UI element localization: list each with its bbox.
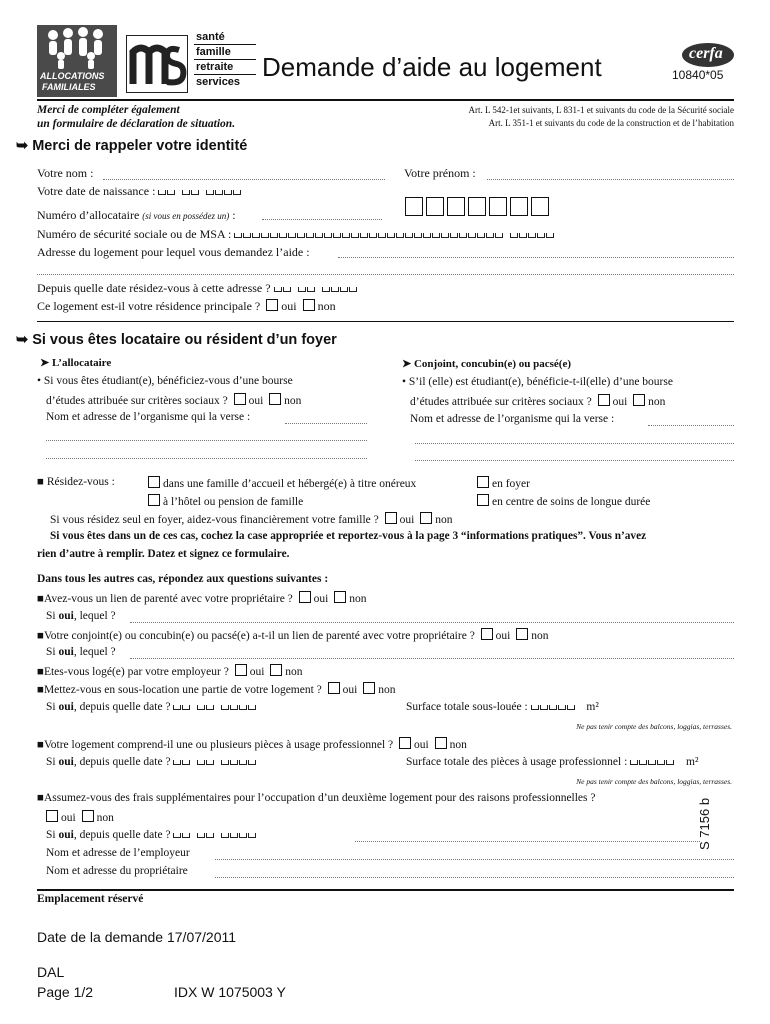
conj-org-input-3[interactable] [415,460,734,461]
q-sousloc-label: Mettez-vous en sous-location une partie de votre logement ? [43,684,322,696]
deuxieme-date-input[interactable] [355,841,700,842]
m2-unit: m² [686,756,699,768]
adresse-input-2[interactable] [37,274,734,275]
foyer-aide-non-label: non [435,514,453,526]
oui-bold: oui [58,646,74,658]
conj-q1: • S’il (elle) est étudiant(e), bénéficie-t-il(elle) d’une bourse [402,376,673,388]
sousloc-year-field[interactable] [221,701,257,713]
msa-line-1: santé [196,31,225,43]
alloc-q2-row [46,393,301,407]
locataire-heading-text: Si vous êtes locataire ou résident d’un foyer [32,332,337,348]
header-rule [37,99,734,101]
conj-org-input-1[interactable] [648,425,734,426]
alloc-org-input-3[interactable] [46,458,367,459]
nom-proprio-label: Nom et adresse du propriétaire [46,865,188,877]
si-text: Si [46,646,59,658]
q-employeur-label: Etes-vous logé(e) par votre employeur ? [43,666,229,678]
foyer-aide-oui-label: oui [399,514,415,526]
residence-oui-label: oui [281,299,297,313]
opt4-row [474,494,650,508]
arrow-right-icon: ➥ [16,138,29,154]
side-code: S 7156 b [697,797,712,850]
arrow-right-icon: ➥ [16,332,29,348]
adresse-label: Adresse du logement pour lequel vous demandez l’aide : [37,245,310,259]
note-surface-1: Ne pas tenir compte des balcons, loggias, terrasses. [576,722,732,731]
parente-oui-checkbox[interactable] [299,591,311,603]
depuis-day-field[interactable] [274,281,292,296]
msa-line-3: retraite [196,61,234,73]
num-alloc-input[interactable] [262,219,382,220]
q-sousloc-row [37,682,395,696]
sousloc-oui-label: oui [342,684,358,696]
q-conj-parente-row [37,628,549,642]
note-bold-2: rien d’autre à remplir. Datez et signez ce formulaire. [37,548,290,560]
lequel-2-row [46,646,116,658]
conj-bourse-oui-checkbox[interactable] [598,394,610,406]
prenom-label: Votre prénom : [404,166,476,180]
square-bullet-icon: ■ [37,476,44,488]
conj-org-label: Nom et adresse de l’organisme qui la verse : [410,413,615,425]
deuxieme-date-row [46,829,257,841]
alloc-title-text: L’allocataire [51,357,112,369]
q-deuxieme-row [37,792,596,804]
sousloc-non-label: non [378,684,396,696]
num-alloc-row [37,208,236,223]
parente-oui-label: oui [313,593,329,605]
deuxieme-day-field[interactable] [173,829,191,841]
depuis-date-text: , depuis quelle date ? [73,701,171,713]
pro-non-checkbox[interactable] [435,737,447,749]
birth-year-field[interactable] [206,184,242,199]
depuis-year-field[interactable] [322,281,358,296]
q-pro-label: Votre logement comprend-il une ou plusieurs pièces à usage professionnel ? [43,739,394,751]
conj-title [402,357,571,370]
square-bullet-icon: ■ [37,630,44,642]
num-alloc-boxes[interactable] [405,197,552,219]
pro-date-row [46,756,257,768]
prenom-input[interactable] [487,179,734,180]
dal-label: DAL [37,964,65,980]
intro-line-2: un formulaire de déclaration de situation. [37,118,236,130]
alloc-org-label: Nom et adresse de l’organisme qui la verse : [46,411,251,423]
num-alloc-colon: : [232,208,236,222]
identity-heading-text: Merci de rappeler votre identité [32,138,248,154]
alloc-bourse-oui-checkbox[interactable] [234,393,246,405]
num-alloc-label: Numéro d’allocataire [37,208,140,222]
footer-rule [37,889,734,891]
birth-day-field[interactable] [158,184,176,199]
q-deuxieme-label: Assumez-vous des frais supplémentaires pour l’occupation d’un deuxième logement pour des raisons professionnelles ? [43,792,596,804]
surface-pro-row [406,756,698,768]
conj-bourse-oui-label: oui [612,396,628,408]
surface-sous-label: Surface totale sous-louée : [406,701,528,713]
conj-parente-oui-checkbox[interactable] [481,628,493,640]
sousloc-day-field[interactable] [173,701,191,713]
cerfa-text: cerfa [689,45,723,62]
cerfa-logo [682,43,734,67]
deuxieme-year-field[interactable] [221,829,257,841]
lequel-text: , lequel ? [73,646,116,658]
lequel-1-input[interactable] [130,622,734,623]
nom-input[interactable] [103,179,385,180]
parente-non-label: non [349,593,367,605]
deuxieme-oui-non-row [43,810,114,824]
square-bullet-icon: ■ [37,792,44,804]
family-figures-icon [37,25,117,71]
q-parente-row [37,591,367,605]
sousloc-non-checkbox[interactable] [363,682,375,694]
date-demande: Date de la demande 17/07/2011 [37,929,237,945]
msa-divider-3 [194,74,256,75]
pro-month-field[interactable] [197,756,215,768]
naissance-text: Votre date de naissance : [37,184,156,198]
sousloc-date-row [46,701,257,713]
lequel-2-input[interactable] [130,658,734,659]
sousloc-oui-checkbox[interactable] [328,682,340,694]
foyer-q-row [50,512,452,526]
secu-key-field[interactable] [510,227,555,242]
foyer-checkbox[interactable] [477,476,489,488]
si-text: Si [46,829,59,841]
msa-line-2: famille [196,46,231,58]
intro-line-1: Merci de compléter également [37,104,180,116]
foyer-q: Si vous résidez seul en foyer, aidez-vous financièrement votre famille ? [50,514,379,526]
alloc-org-input-2[interactable] [46,440,367,441]
pro-oui-label: oui [414,739,429,751]
conj-bourse-non-checkbox[interactable] [633,394,645,406]
hotel-label: à l’hôtel ou pension de famille [163,496,304,508]
residence-non-label: non [317,299,336,313]
nom-proprio-input[interactable] [215,877,734,878]
oui-bold: oui [58,610,74,622]
identity-heading [16,138,247,154]
surface-sous-row [406,701,599,713]
depuis-date-text: , depuis quelle date ? [73,756,171,768]
naissance-label [37,184,242,199]
arrow-right-icon: ➤ [402,358,412,370]
residez-label: Résidez-vous : [46,476,115,488]
oui-bold: oui [58,829,74,841]
centre-soins-checkbox[interactable] [477,494,489,506]
foyer-aide-oui-checkbox[interactable] [385,512,397,524]
square-bullet-icon: ■ [37,739,44,751]
alloc-q1: • Si vous êtes étudiant(e), bénéficiez-vous d’une bourse [37,375,293,387]
q-pro-row [37,737,467,751]
alloc-q2: d’études attribuée sur critères sociaux ? [46,395,228,407]
residence-non-checkbox[interactable] [303,299,315,311]
pro-non-label: non [449,739,467,751]
opt3-row [474,476,530,490]
alloc-title [40,356,111,369]
employeur-non-label: non [285,666,303,678]
arrow-right-icon: ➤ [40,357,50,369]
num-secu-row [37,227,555,242]
famille-accueil-label: dans une famille d’accueil et hébergé(e) à titre onéreux [163,478,417,490]
caf-logo [37,25,117,97]
foyer-aide-non-checkbox[interactable] [420,512,432,524]
nom-label: Votre nom : [37,166,94,180]
caf-logo-text-1: ALLOCATIONS [40,71,105,81]
alloc-bourse-non-checkbox[interactable] [269,393,281,405]
deuxieme-non-label: non [96,812,114,824]
caf-logo-text-2: FAMILIALES [42,82,96,92]
pro-day-field[interactable] [173,756,191,768]
nom-employeur-input[interactable] [215,859,734,860]
msa-divider-1 [194,44,256,45]
q-parente-label: Avez-vous un lien de parenté avec votre propriétaire ? [43,593,293,605]
conj-q2-row [410,394,665,408]
foyer-label: en foyer [492,478,530,490]
conj-parente-oui-label: oui [495,630,511,642]
conj-org-input-2[interactable] [415,443,734,444]
note-surface-2: Ne pas tenir compte des balcons, loggias, terrasses. [576,777,732,786]
depuis-month-field[interactable] [298,281,316,296]
deuxieme-oui-label: oui [61,812,76,824]
square-bullet-icon: ■ [37,684,44,696]
oui-bold: oui [58,701,74,713]
depuis-date-text: , depuis quelle date ? [73,829,171,841]
msa-line-4: services [196,76,241,88]
surface-pro-field[interactable] [630,756,675,768]
idx-code: IDX W 1075003 Y [174,984,286,1000]
conj-bourse-non-label: non [648,396,666,408]
conj-title-text: Conjoint, concubin(e) ou pacsé(e) [413,358,572,370]
employeur-oui-label: oui [249,666,265,678]
square-bullet-icon: ■ [37,666,44,678]
si-text: Si [46,756,59,768]
alloc-org-input-1[interactable] [285,423,367,424]
m2-unit: m² [586,701,599,713]
page-number: Page 1/2 [37,984,94,1000]
deuxieme-month-field[interactable] [197,829,215,841]
alloc-bourse-oui-label: oui [248,395,264,407]
sousloc-month-field[interactable] [197,701,215,713]
si-text: Si [46,701,59,713]
num-secu-label: Numéro de sécurité sociale ou de MSA : [37,227,232,241]
cerfa-number: 10840*05 [672,68,724,82]
employeur-non-checkbox[interactable] [270,664,282,676]
birth-month-field[interactable] [182,184,200,199]
art-line-2: Art. L 351-1 et suivants du code de la construction et de l’habitation [488,118,734,128]
opt2-row [145,494,303,508]
lequel-text: , lequel ? [73,610,116,622]
opt1-row [145,476,416,490]
hotel-checkbox[interactable] [148,494,160,506]
art-line-1: Art. L 542-1et suivants, L 831-1 et suivants du code de la Sécurité sociale [468,105,734,115]
surface-pro-label: Surface totale des pièces à usage professionnel : [406,756,628,768]
q-conj-parente-label: Votre conjoint(e) ou concubin(e) ou pacsé(e) a-t-il un lien de parenté avec votre propriétaire ? [43,630,475,642]
emplacement-reserve: Emplacement réservé [37,893,144,905]
locataire-heading [16,332,337,348]
pro-oui-checkbox[interactable] [399,737,411,749]
q-employeur-row [37,664,303,678]
famille-accueil-checkbox[interactable] [148,476,160,488]
deuxieme-non-checkbox[interactable] [82,810,94,822]
msa-logo [126,35,188,93]
msa-letters-icon [127,36,187,92]
conj-parente-non-checkbox[interactable] [516,628,528,640]
adresse-input-1[interactable] [338,257,734,258]
msa-divider-2 [194,59,256,60]
employeur-oui-checkbox[interactable] [235,664,247,676]
note-bold-1: Si vous êtes dans un de ces cas, cochez la case appropriée et reportez-vous à la page 3 “informations pratiques”. Vous n’avez [50,530,647,542]
oui-bold: oui [58,756,74,768]
conj-parente-non-label: non [531,630,549,642]
num-alloc-note: (si vous en possédez un) [142,211,230,221]
residence-row [37,299,336,314]
pro-year-field[interactable] [221,756,257,768]
depuis-row [37,281,358,296]
secu-field[interactable] [234,227,504,242]
conj-q2: d’études attribuée sur critères sociaux ? [410,396,592,408]
nom-employeur-label: Nom et adresse de l’employeur [46,847,190,859]
parente-non-checkbox[interactable] [334,591,346,603]
alloc-bourse-non-label: non [284,395,302,407]
section-rule [37,321,734,322]
residence-oui-checkbox[interactable] [266,299,278,311]
residence-label: Ce logement est-il votre résidence principale ? [37,299,261,313]
residez-row [37,476,115,488]
page-title: Demande d’aide au logement [262,52,602,82]
deuxieme-oui-checkbox[interactable] [46,810,58,822]
autres-cas: Dans tous les autres cas, répondez aux questions suivantes : [37,573,329,585]
centre-soins-label: en centre de soins de longue durée [492,496,651,508]
square-bullet-icon: ■ [37,593,44,605]
depuis-label: Depuis quelle date résidez-vous à cette adresse ? [37,281,271,295]
si-text: Si [46,610,59,622]
lequel-1-row [46,610,116,622]
surface-sous-field[interactable] [531,701,576,713]
